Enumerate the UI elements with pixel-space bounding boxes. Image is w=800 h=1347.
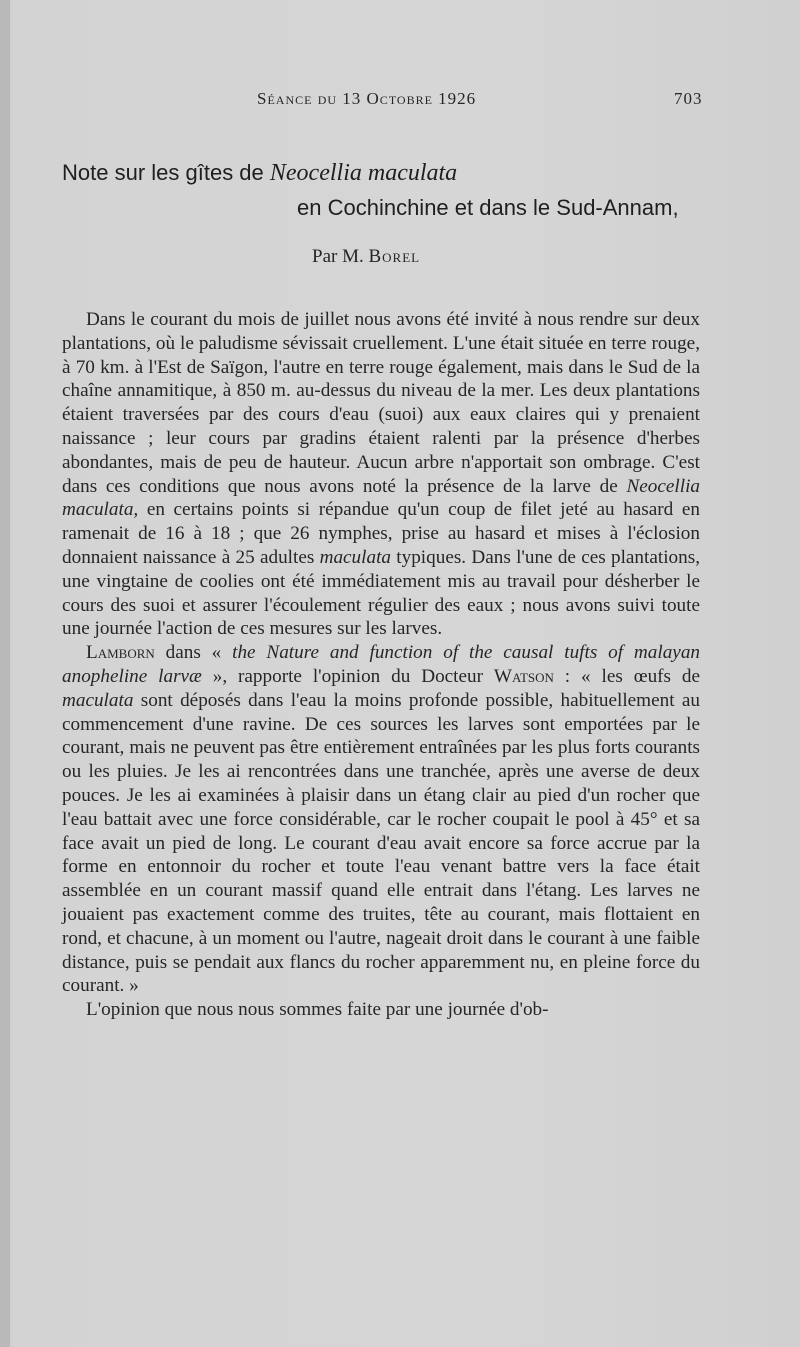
article-title-text: Note sur les gîtes de: [62, 160, 270, 185]
author-name: Borel: [368, 246, 421, 267]
species-name: Neocellia maculata,: [62, 475, 700, 521]
running-head: [0, 89, 800, 119]
cited-author: Watson: [493, 665, 554, 687]
species-name: maculata: [62, 689, 134, 711]
author-prefix: Par M.: [312, 246, 369, 267]
page-number: 703: [674, 89, 703, 108]
article-body: [62, 308, 700, 1022]
article-title-species: Neocellia maculata: [269, 160, 458, 186]
article-author: [312, 246, 420, 268]
article-title-line2: en Cochinchine et dans le Sud-Annam,: [297, 195, 679, 220]
paragraph-2-text-a: dans «: [154, 642, 233, 664]
paragraph-1-text-a: Dans le courant du mois de juillet nous avons été invité à nous rendre sur deux plantations, où le paludisme sévissait cruellement. L'une était située en terre rouge, à 70 km. à l'Est de Saïgon, l'autre en terre rouge également, mais dans le Sud de la chaîne annamitique, à 850 m. au-dessus du niveau de la mer. Les deux plantations étaient traversées par des cours d'eau (suoi) aux eaux claires qui y prenaient naissance ; leur cours par gradins étaient ralenti par la présence d'herbes abondantes, mais de peu de hauteur. Aucun arbre n'apportait son ombrage. C'est dans ces conditions que nous avons noté la présence de la larve de: [62, 309, 700, 497]
paragraph-1-text-b: en certains points si répandue qu'un coup de filet jeté au hasard en ramenait de 16 à 18 ; que 26 nymphes, prise au hasard et mises à l'éclosion donnaient naissance à 25 adultes: [62, 499, 700, 568]
article-title-line1: [62, 160, 457, 187]
paragraph-2-text-d: sont déposés dans l'eau la moins profonde possible, habituellement au commencement d'une ravine. De ces sources les larves sont emportées par le courant, mais ne peuvent pas être entièrement entraînées par les plus forts courants ou les pluies. Je les ai rencontrées dans une tranchée, après une averse de deux pouces. Je les ai examinées à plaisir dans un étang clair au pied d'un rocher que l'eau battait avec une force considérable, car le rocher coupait le pool à 45° et sa face avait un pied de long. Le courant d'eau avait encore sa force accrue par la forme en entonnoir du rocher et toute l'eau venant battre vers la face était assemblée en un courant massif quand elle entrait dans l'étang. Les larves ne jouaient pas exactement comme des truites, tête au courant, mais flottaient en rond, et chacune, à un moment ou l'autre, nageait droit dans le courant à une faible distance, puis se pendait aux flancs du rocher apparemment nu, en pleine force du courant. »: [62, 689, 700, 997]
cited-author: Lamborn: [86, 642, 155, 664]
paragraph-1-text-c: typiques. Dans l'une de ces plantations, une vingtaine de coolies ont été immédiatement mis au travail pour désherber le cours des suoi et assurer l'écoulement régulier des eaux ; nous avons suivi toute une journée l'action de ces mesures sur les larves.: [62, 546, 700, 640]
paragraph-2-text-b: », rapporte l'opinion du Docteur: [201, 665, 494, 687]
paragraph-3: L'opinion que nous nous sommes faite par une journée d'ob-: [86, 999, 549, 1021]
paragraph-2-text-c: : « les œufs de: [553, 665, 701, 687]
page-edge-shadow: [0, 0, 10, 1347]
paragraph-1: [62, 308, 700, 641]
cited-work-title: the Nature and function of the causal tufts of malayan anopheline larvæ: [62, 642, 701, 687]
running-head-title: Séance du 13 Octobre 1926: [257, 89, 477, 108]
paragraph-2: [62, 641, 700, 998]
species-name: maculata: [319, 546, 392, 568]
